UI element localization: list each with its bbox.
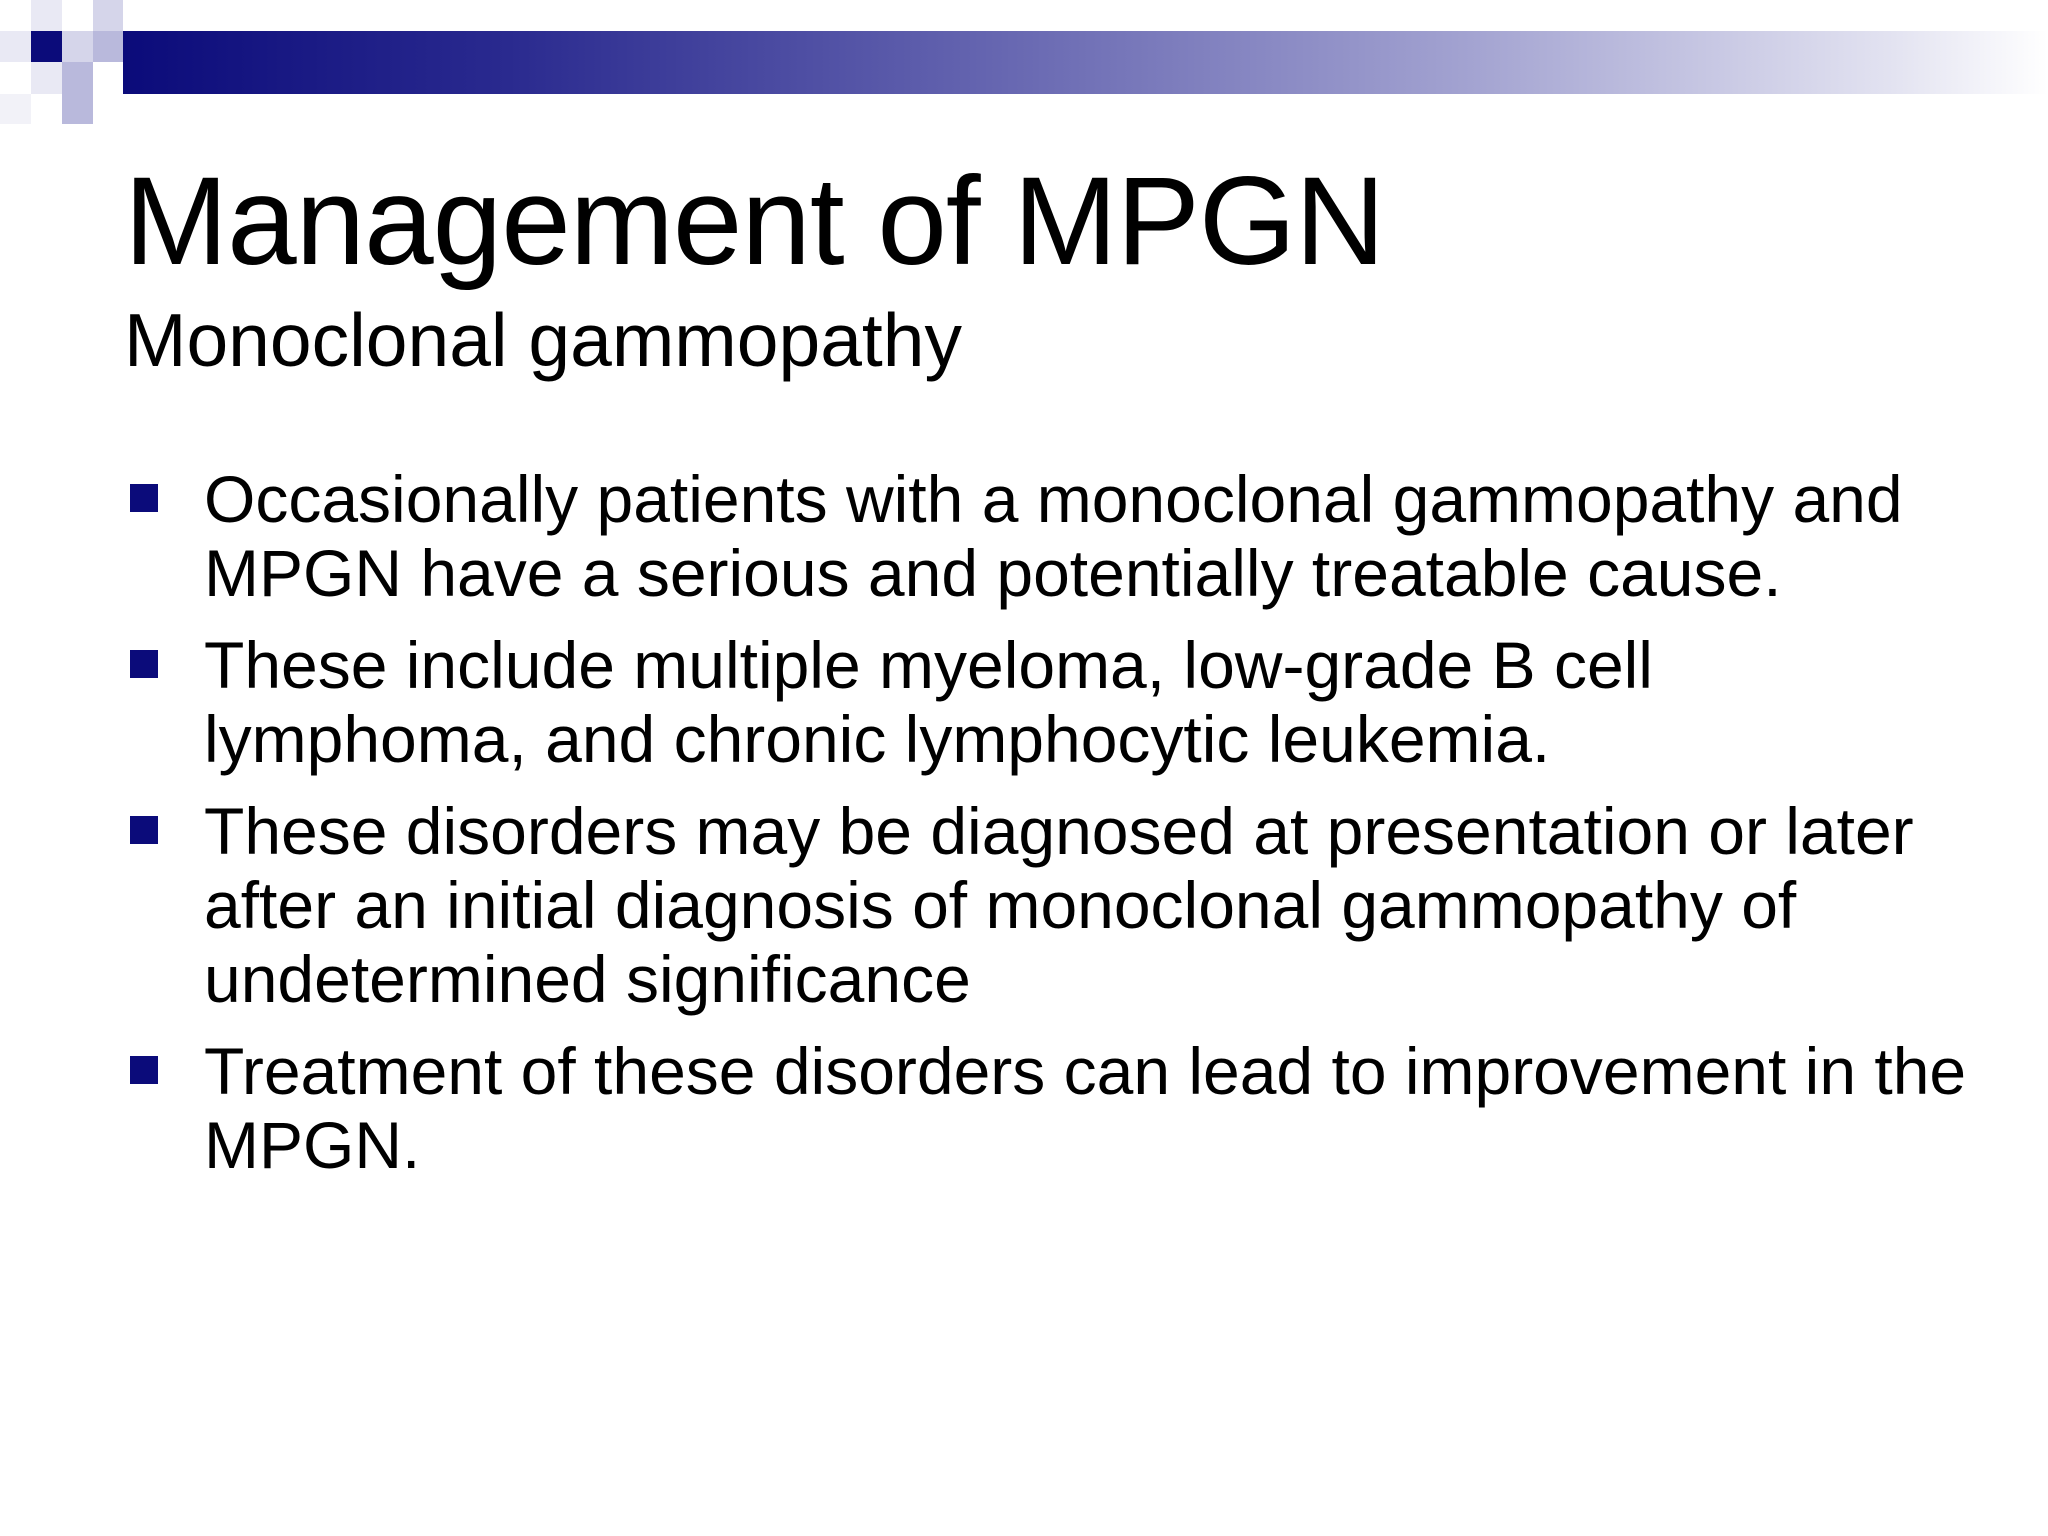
bullet-text: These include multiple myeloma, low-grade B cell lymphoma, and chronic lymphocytic leukemia. [204,628,1653,776]
bullet-item [124,794,1984,1016]
decorative-square [0,31,31,62]
slide-title: Management of MPGN [124,152,1385,291]
bullet-text: These disorders may be diagnosed at presentation or later after an initial diagnosis of monoclonal gammopathy of undetermined significance [204,794,1914,1016]
decorative-square [62,31,93,62]
decorative-square [0,0,31,31]
decorative-square [62,62,93,94]
header-gradient-band [123,31,2048,94]
square-bullet-icon [130,484,158,512]
square-bullet-icon [130,816,158,844]
bullet-item [124,1034,1984,1182]
decorative-square [31,0,62,31]
decorative-square [93,31,123,62]
bullet-text: Treatment of these disorders can lead to improvement in the MPGN. [204,1034,1967,1182]
bullet-item [124,462,1984,610]
decorative-square [93,0,123,31]
decorative-square [0,94,31,124]
decorative-square [31,62,62,94]
square-bullet-icon [130,650,158,678]
decorative-square [31,31,62,62]
bullet-item [124,628,1984,776]
bullet-text: Occasionally patients with a monoclonal gammopathy and MPGN have a serious and potentially treatable cause. [204,462,1903,610]
square-bullet-icon [130,1056,158,1084]
slide-subtitle: Monoclonal gammopathy [124,298,962,382]
decorative-square [62,94,93,124]
bullet-list [124,462,1984,1200]
